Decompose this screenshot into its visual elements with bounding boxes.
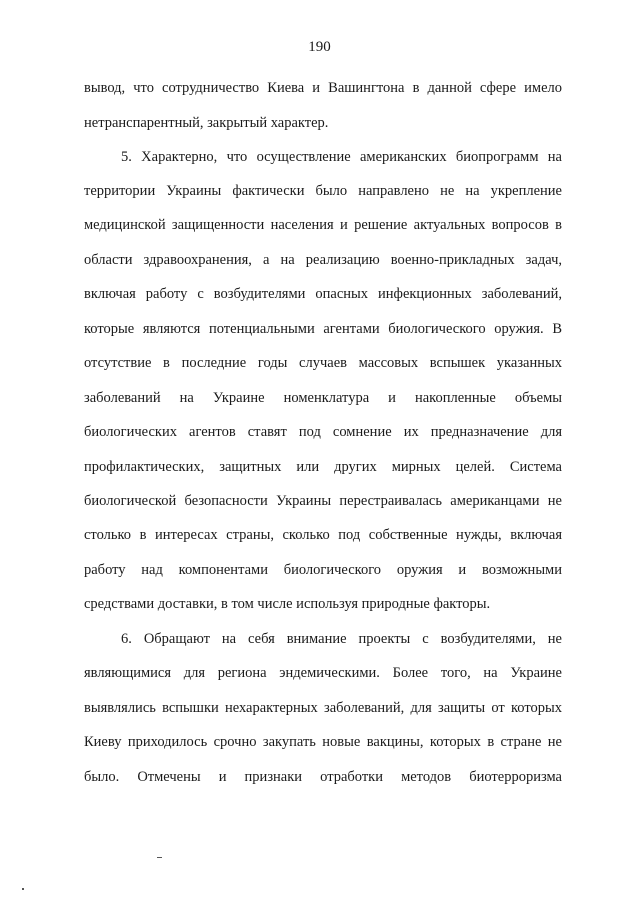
text-line: нетранспарентный, закрытый характер. bbox=[84, 115, 329, 131]
scan-artifact bbox=[22, 888, 24, 890]
text-line: выявлялись вспышки нехарактерных заболеваний, для защиты от которых bbox=[84, 700, 562, 716]
text-line: работу над компонентами биологического оружия и возможными bbox=[84, 562, 562, 578]
text-line: 5. Характерно, что осуществление американских биопрограмм на bbox=[121, 149, 562, 165]
text-line: территории Украины фактически было направлено не на укрепление bbox=[84, 183, 562, 199]
text-line: области здравоохранения, а на реализацию военно-прикладных задач, bbox=[84, 252, 562, 268]
text-line: профилактических, защитных или других мирных целей. Система bbox=[84, 459, 562, 475]
page-number: 190 bbox=[308, 39, 331, 55]
scan-artifact bbox=[157, 857, 162, 858]
text-line: медицинской защищенности населения и решение актуальных вопросов в bbox=[84, 217, 562, 233]
text-line: заболеваний на Украине номенклатура и накопленные объемы bbox=[84, 390, 562, 406]
text-line: вывод, что сотрудничество Киева и Вашингтона в данной сфере имело bbox=[84, 80, 562, 96]
text-line: отсутствие в последние годы случаев массовых вспышек указанных bbox=[84, 355, 562, 371]
text-line: включая работу с возбудителями опасных инфекционных заболеваний, bbox=[84, 286, 562, 302]
text-line: столько в интересах страны, сколько под собственные нужды, включая bbox=[84, 527, 562, 543]
text-line: средствами доставки, в том числе используя природные факторы. bbox=[84, 596, 491, 612]
text-line: являющимися для региона эндемическими. Более того, на Украине bbox=[84, 665, 562, 681]
text-line: биологических агентов ставят под сомнение их предназначение для bbox=[84, 424, 562, 440]
text-line: было. Отмечены и признаки отработки методов биотерроризма bbox=[84, 769, 562, 785]
text-line: которые являются потенциальными агентами биологического оружия. В bbox=[84, 321, 562, 337]
text-line: 6. Обращают на себя внимание проекты с возбудителями, не bbox=[121, 631, 562, 647]
text-line: Киеву приходилось срочно закупать новые вакцины, которых в стране не bbox=[84, 734, 562, 750]
text-line: биологической безопасности Украины перестраивалась американцами не bbox=[84, 493, 562, 509]
